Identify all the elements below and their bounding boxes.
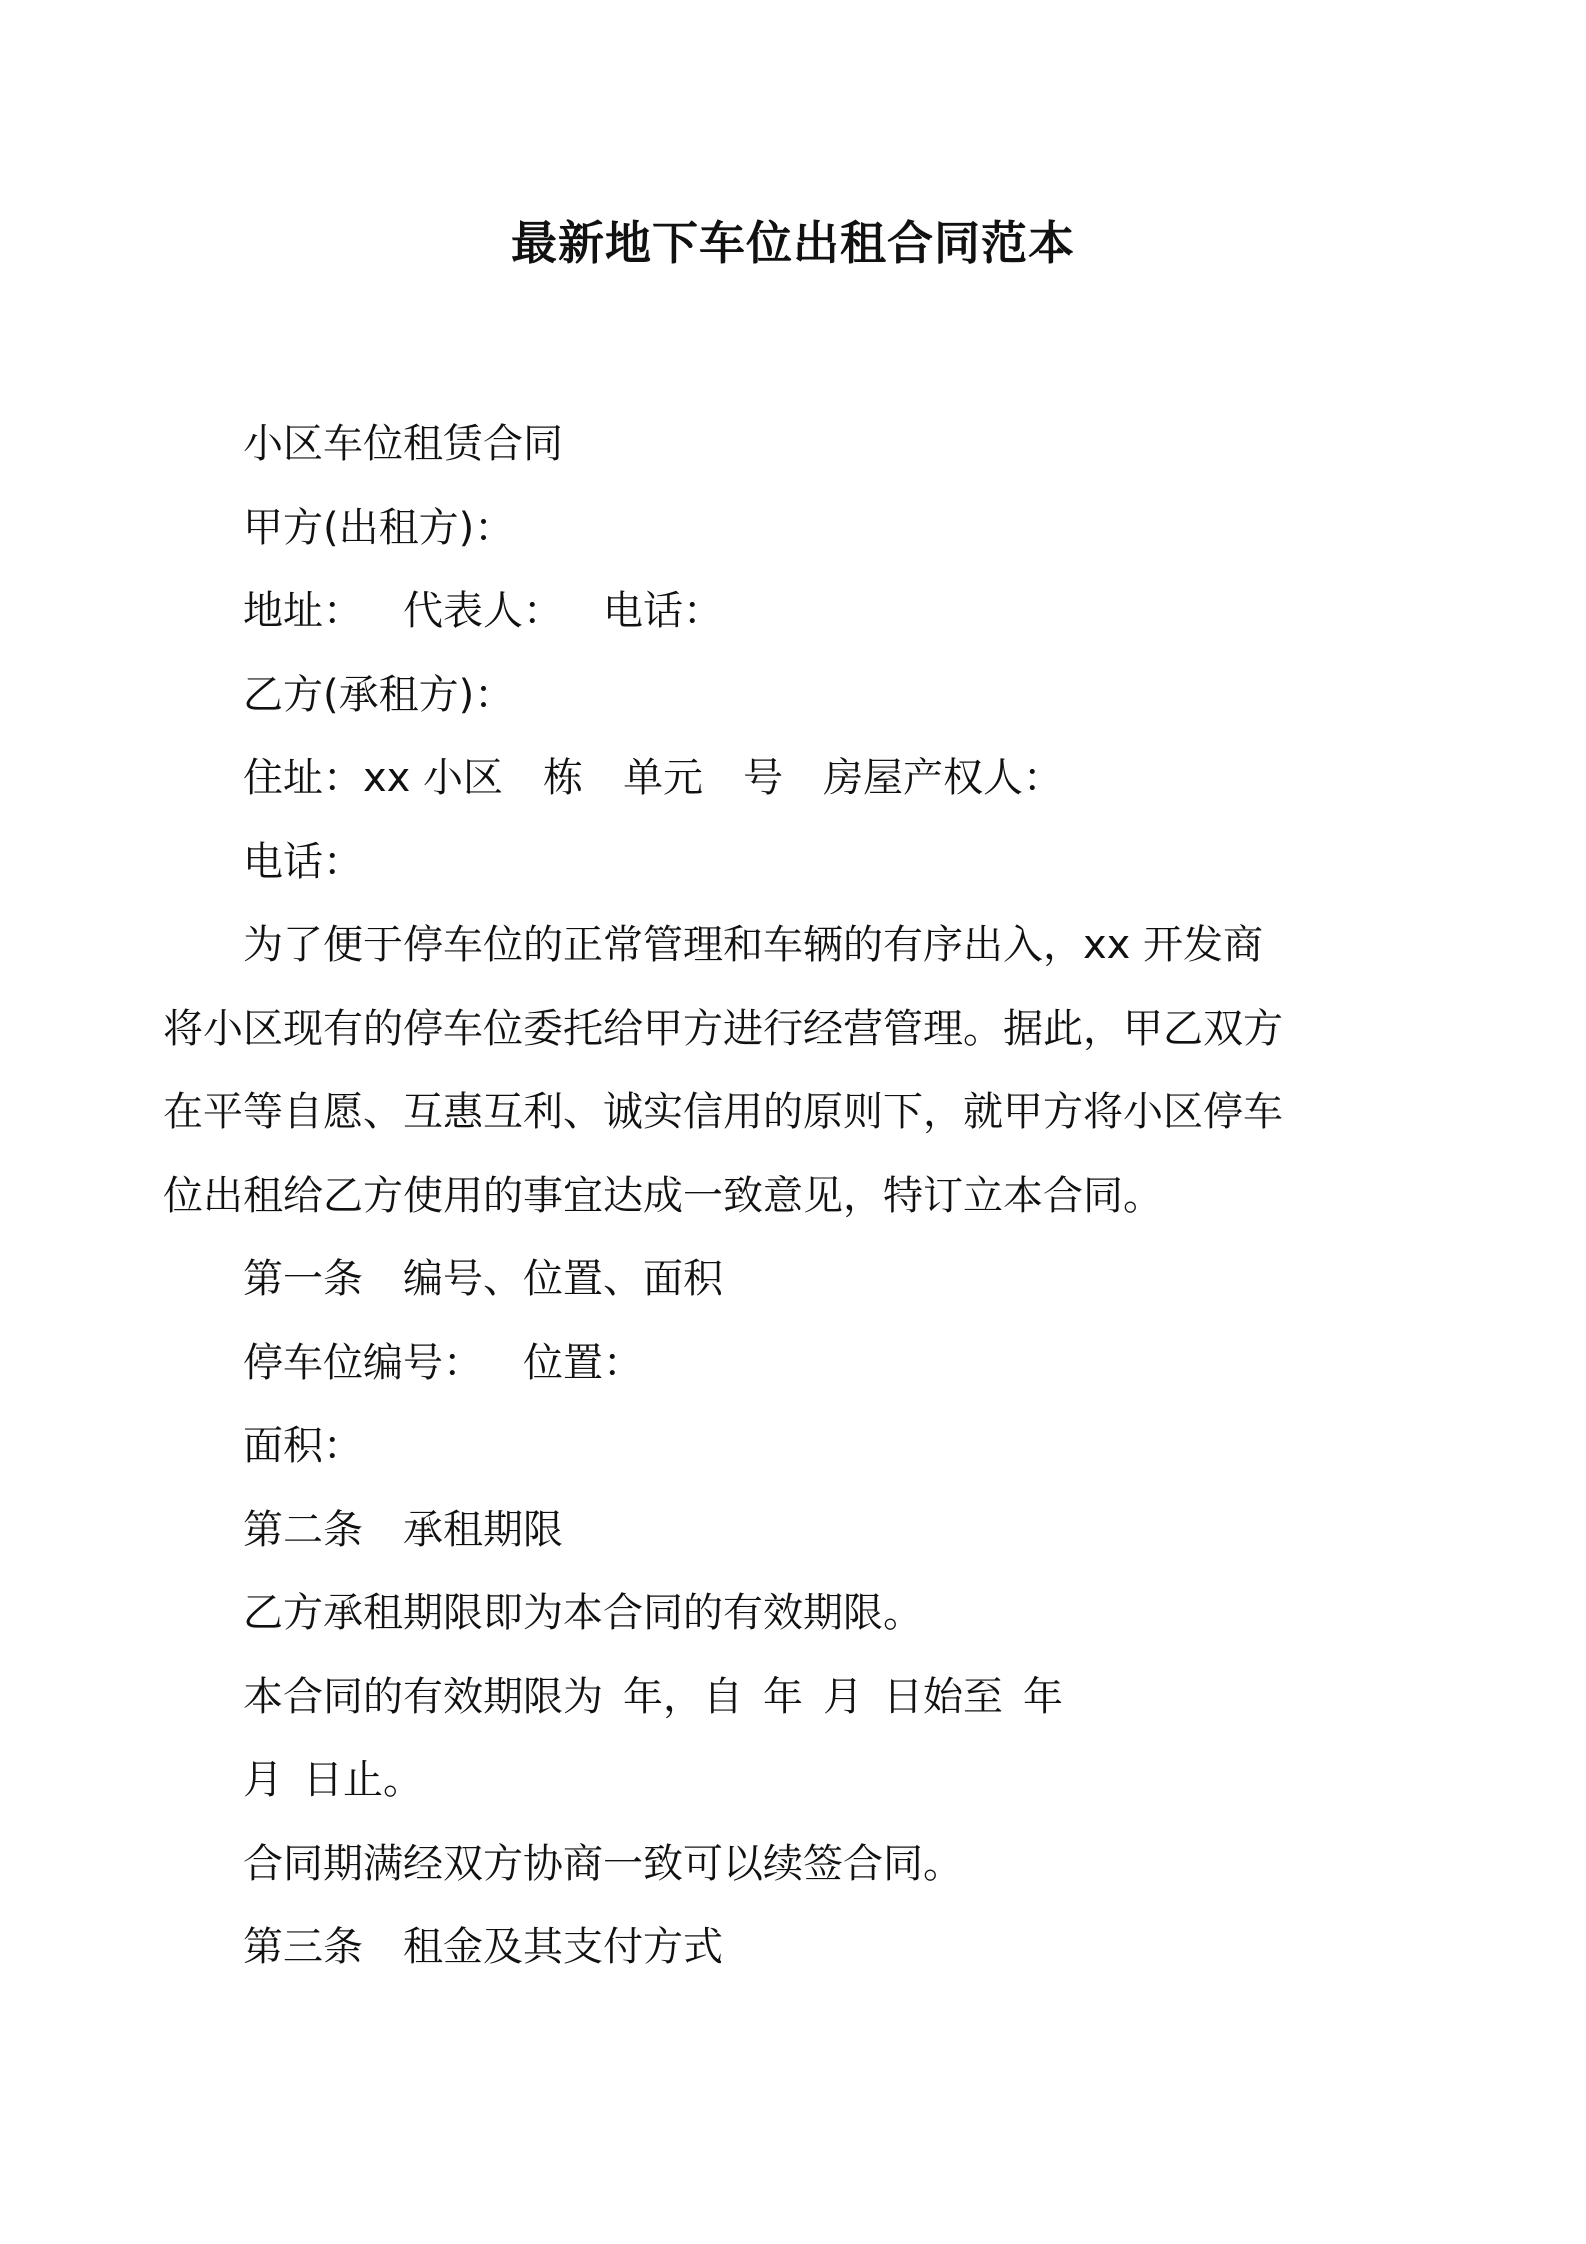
- party-b-unit: 单元: [623, 755, 704, 801]
- article1-heading: [243, 1238, 1353, 1322]
- term-end-a: 月: [243, 1757, 283, 1803]
- document-title: 最新地下车位出租合同范本: [511, 216, 1075, 270]
- article3-number: 第三条: [243, 1924, 363, 1970]
- party-b-address-label: 住址：xx 小区: [243, 755, 504, 801]
- article2-number: 第二条: [243, 1506, 363, 1553]
- preamble-paragraph: [163, 904, 1353, 1238]
- contract-name: 小区车位租赁合同: [243, 421, 563, 467]
- party-a-representative: 代表人：: [403, 588, 563, 634]
- term-c: 年: [763, 1673, 803, 1720]
- document-body: [163, 403, 1353, 1990]
- article1-number: 第一条: [243, 1256, 363, 1302]
- article3-heading: [243, 1906, 1353, 1990]
- article2-renewal: 合同期满经双方协商一致可以续签合同。: [243, 1840, 963, 1887]
- term-d: 月: [823, 1673, 863, 1720]
- preamble-line: 位出租给乙方使用的事宜达成一致意见，特订立本合同。: [163, 1172, 1163, 1219]
- term-end-b: 日止。: [303, 1757, 423, 1803]
- article1-title: 编号、位置、面积: [403, 1256, 723, 1302]
- article2-line1: 乙方承租期限即为本合同的有效期限。: [243, 1590, 923, 1636]
- party-b-owner: 房屋产权人：: [823, 755, 1064, 801]
- party-b-phone: 电话：: [243, 838, 363, 885]
- article1-spot: [243, 1322, 1353, 1406]
- area-label: 面积：: [243, 1423, 363, 1469]
- term-a: 本合同的有效期限为: [243, 1673, 603, 1720]
- party-a-address: 地址：: [243, 588, 363, 634]
- term-b: 年，自: [623, 1673, 743, 1720]
- party-a-details: [243, 570, 1353, 654]
- article2-term-end: [243, 1739, 1353, 1823]
- preamble-line: 为了便于停车位的正常管理和车辆的有序出入，xx 开发商: [243, 922, 1264, 968]
- spot-number-label: 停车位编号：: [243, 1339, 483, 1386]
- preamble-line: 在平等自愿、互惠互利、诚实信用的原则下，就甲方将小区停车: [163, 1089, 1283, 1135]
- article2-title: 承租期限: [403, 1506, 563, 1553]
- article2-term: [243, 1656, 1353, 1740]
- party-b-address: [243, 737, 1353, 821]
- article2-heading: [243, 1489, 1353, 1573]
- party-b-building: 栋: [543, 755, 584, 801]
- term-e: 日始至: [883, 1673, 1003, 1720]
- preamble-line: 将小区现有的停车位委托给甲方进行经营管理。据此，甲乙双方: [163, 1005, 1283, 1052]
- party-a-phone: 电话：: [603, 588, 723, 634]
- party-b-label: 乙方(承租方)：: [243, 671, 515, 718]
- article3-title: 租金及其支付方式: [403, 1924, 723, 1970]
- term-f: 年: [1023, 1673, 1063, 1720]
- location-label: 位置：: [523, 1339, 643, 1386]
- party-a-label: 甲方(出租方)：: [243, 504, 515, 551]
- party-b-number: 号: [743, 755, 784, 801]
